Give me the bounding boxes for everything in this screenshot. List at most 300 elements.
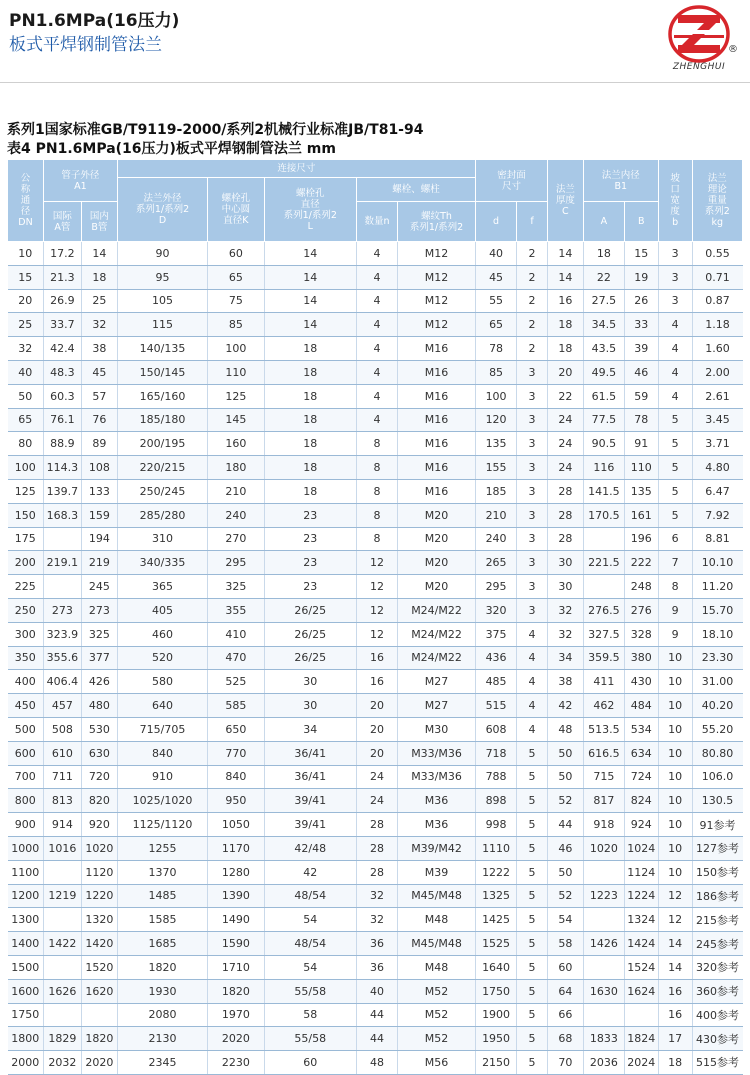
table-cell: 221.5 [583,551,624,575]
table-cell: 800 [8,789,44,813]
table-cell: 50 [547,765,583,789]
table-cell: 3 [517,575,548,599]
table-cell: 8 [356,527,397,551]
table-cell: 700 [8,765,44,789]
table-cell: 210 [208,479,264,503]
table-cell: 18 [547,337,583,361]
table-cell: 23.30 [692,646,742,670]
table-cell: 40 [8,360,44,384]
table-cell: 998 [476,813,517,837]
table-row [8,622,743,646]
table-cell: 36/41 [264,741,356,765]
table-cell: 265 [476,551,517,575]
table-cell: M52 [398,979,476,1003]
table-cell: 26/25 [264,646,356,670]
table-cell: 12 [658,884,692,908]
table-cell: 20 [356,694,397,718]
table-cell: 8 [356,456,397,480]
registered-mark: ® [728,44,738,55]
table-cell: 70 [547,1051,583,1075]
table-cell: 22 [547,384,583,408]
table-cell: M52 [398,1003,476,1027]
table-cell: 0.71 [692,265,742,289]
seal-header: 密封面 尺寸 [476,160,548,202]
table-cell: 12 [658,908,692,932]
table-cell: 48/54 [264,884,356,908]
table-cell: 1020 [81,836,117,860]
table-cell: 16 [547,289,583,313]
table-cell: 1390 [208,884,264,908]
table-cell: 49.5 [583,360,624,384]
table-cell: 525 [208,670,264,694]
table-cell: 323.9 [43,622,81,646]
table-cell: 840 [117,741,207,765]
table-cell: 52 [547,789,583,813]
table-cell: 770 [208,741,264,765]
table-cell: 65 [476,313,517,337]
table-cell: 28 [547,527,583,551]
table-row [8,884,743,908]
table-cell: 1820 [208,979,264,1003]
table-cell: 30 [264,694,356,718]
table-row [8,598,743,622]
table-cell: 90.5 [583,432,624,456]
table-cell: 4 [356,313,397,337]
table-row [8,908,743,932]
table-cell: 2150 [476,1051,517,1075]
table-cell: 4 [356,242,397,266]
table-row [8,1027,743,1051]
table-cell: 1590 [208,932,264,956]
table-cell: 59 [624,384,658,408]
table-cell: 32 [81,313,117,337]
table-cell: 42 [264,860,356,884]
table-cell: 430 [624,670,658,694]
table-cell: 210 [476,503,517,527]
table-cell: 10 [658,670,692,694]
table-cell: 12 [356,575,397,599]
table-cell: 66 [547,1003,583,1027]
table-cell: 1624 [624,979,658,1003]
table-cell: 16 [356,646,397,670]
table-cell: 44 [547,813,583,837]
table-cell: 7 [658,551,692,575]
table-cell: 42 [547,694,583,718]
table-cell: 1025/1020 [117,789,207,813]
inner-dia-header: 法兰内径 B1 [583,160,658,202]
table-row [8,860,743,884]
table-cell: M16 [398,360,476,384]
table-cell: 23 [264,551,356,575]
table-cell: 135 [624,479,658,503]
table-row [8,1003,743,1027]
table-cell: 18 [658,1051,692,1075]
table-cell: 355.6 [43,646,81,670]
table-cell: 60 [264,1051,356,1075]
table-cell: 36 [356,932,397,956]
table-cell [43,527,81,551]
table-cell: M30 [398,717,476,741]
table-cell: 950 [208,789,264,813]
table-cell: 125 [208,384,264,408]
table-cell: 910 [117,765,207,789]
table-cell: 18 [264,456,356,480]
pipe-intl-header: 国际 A管 [43,202,81,242]
table-cell: 175 [8,527,44,551]
table-cell: 1750 [476,979,517,1003]
table-cell: M16 [398,384,476,408]
table-cell: 150参考 [692,860,742,884]
table-cell: 54 [547,908,583,932]
table-cell: 520 [117,646,207,670]
table-cell: 5 [517,884,548,908]
table-cell: 10 [658,836,692,860]
table-cell: 5 [517,932,548,956]
table-cell: M33/M36 [398,741,476,765]
table-cell: 100 [8,456,44,480]
table-cell: 21.3 [43,265,81,289]
table-cell: 8 [658,575,692,599]
table-cell: 1170 [208,836,264,860]
table-cell: 55/58 [264,1027,356,1051]
table-cell: 1200 [8,884,44,908]
table-cell: 40.20 [692,694,742,718]
table-cell: M39 [398,860,476,884]
table-cell: 36 [356,955,397,979]
table-cell: 1420 [81,932,117,956]
table-heading: 表4 PN1.6MPa(16压力)板式平焊钢制管法兰 mm [7,141,336,157]
table-cell: 513.5 [583,717,624,741]
table-cell: 45 [476,265,517,289]
table-cell: 924 [624,813,658,837]
table-cell: 1824 [624,1027,658,1051]
table-header [8,160,743,242]
table-cell: M20 [398,503,476,527]
table-cell: 1685 [117,932,207,956]
table-cell: 1630 [583,979,624,1003]
table-cell: 17 [658,1027,692,1051]
table-cell: 5 [517,741,548,765]
table-cell: M56 [398,1051,476,1075]
table-cell: 285/280 [117,503,207,527]
table-cell: 320参考 [692,955,742,979]
table-cell: 3 [517,598,548,622]
table-cell: 85 [208,313,264,337]
table-cell: 76 [81,408,117,432]
table-cell: 30 [547,575,583,599]
table-cell: M48 [398,908,476,932]
table-cell: 161 [624,503,658,527]
table-cell: 5 [517,813,548,837]
table-cell: 1950 [476,1027,517,1051]
table-cell: 1222 [476,860,517,884]
table-row [8,456,743,480]
table-cell: 724 [624,765,658,789]
table-cell: 6.47 [692,479,742,503]
table-cell: M12 [398,289,476,313]
table-cell: 14 [547,265,583,289]
table-cell: 23 [264,527,356,551]
table-cell [624,1003,658,1027]
table-cell: 14 [264,242,356,266]
table-cell: 840 [208,765,264,789]
table-cell: 711 [43,765,81,789]
table-cell: 28 [356,860,397,884]
table-cell: 76.1 [43,408,81,432]
table-cell: 4 [356,408,397,432]
table-cell: M12 [398,313,476,337]
table-cell: 1219 [43,884,81,908]
table-cell: 3 [517,456,548,480]
table-cell: 1125/1120 [117,813,207,837]
table-cell: M16 [398,456,476,480]
table-cell: 3 [517,479,548,503]
table-cell: 273 [81,598,117,622]
table-cell: 500 [8,717,44,741]
table-cell: 14 [658,932,692,956]
flange-table [7,159,743,1075]
table-cell: 11.20 [692,575,742,599]
table-cell: M24/M22 [398,598,476,622]
table-cell: 2 [517,313,548,337]
table-cell: 186参考 [692,884,742,908]
table-cell: 165/160 [117,384,207,408]
table-cell: 515 [476,694,517,718]
table-cell: 110 [624,456,658,480]
table-cell: 20 [547,360,583,384]
table-cell: 18 [583,242,624,266]
table-cell: 12 [356,622,397,646]
table-cell: 350 [8,646,44,670]
table-cell: 12 [356,551,397,575]
table-cell: 28 [356,813,397,837]
table-cell: 23 [264,503,356,527]
table-row [8,479,743,503]
table-cell: 194 [81,527,117,551]
table-cell: 920 [81,813,117,837]
table-cell: 4 [517,622,548,646]
table-cell: 30 [264,670,356,694]
table-cell: M16 [398,337,476,361]
table-row [8,789,743,813]
table-cell: 3 [517,384,548,408]
table-cell: 1050 [208,813,264,837]
table-cell: 220/215 [117,456,207,480]
table-cell [81,1003,117,1027]
table-cell: 375 [476,622,517,646]
inner-a-header: A [583,202,624,242]
table-cell: 485 [476,670,517,694]
table-cell: 135 [476,432,517,456]
table-cell: 2080 [117,1003,207,1027]
table-cell: 2 [517,337,548,361]
table-cell: 57 [81,384,117,408]
table-cell: 4 [517,646,548,670]
table-cell: 250 [8,598,44,622]
table-row [8,313,743,337]
table-cell: 720 [81,765,117,789]
table-cell: 18 [547,313,583,337]
table-cell: 14 [547,242,583,266]
table-cell: 39 [624,337,658,361]
table-cell: 140/135 [117,337,207,361]
table-cell: 508 [43,717,81,741]
table-cell: 48/54 [264,932,356,956]
table-cell: 3.45 [692,408,742,432]
table-cell: 630 [81,741,117,765]
table-cell: 310 [117,527,207,551]
table-cell: 1424 [624,932,658,956]
table-cell: 718 [476,741,517,765]
table-cell: 2032 [43,1051,81,1075]
table-cell: 10 [658,646,692,670]
table-cell: 25 [8,313,44,337]
table-cell: 1320 [81,908,117,932]
table-cell: 400 [8,670,44,694]
table-cell: 788 [476,765,517,789]
table-cell: 1500 [8,955,44,979]
table-row [8,836,743,860]
table-cell: 10 [658,765,692,789]
table-cell: 3 [517,360,548,384]
table-cell: 820 [81,789,117,813]
table-cell: 457 [43,694,81,718]
table-cell [43,1003,81,1027]
table-cell: 159 [81,503,117,527]
table-cell: 276 [624,598,658,622]
bolt-count-header: 数量n [356,202,397,242]
table-cell: 16 [658,1003,692,1027]
table-cell: 634 [624,741,658,765]
table-cell [583,1003,624,1027]
table-cell: 10 [8,242,44,266]
table-cell: M16 [398,479,476,503]
table-cell [43,575,81,599]
table-cell: 1490 [208,908,264,932]
table-cell: 380 [624,646,658,670]
table-cell: 55/58 [264,979,356,1003]
table-cell: 1485 [117,884,207,908]
table-cell: 54 [264,908,356,932]
table-cell: 1370 [117,860,207,884]
table-cell: 155 [476,456,517,480]
table-cell: 325 [208,575,264,599]
table-cell: 28 [547,479,583,503]
table-cell: 15 [624,242,658,266]
table-cell: 32 [356,884,397,908]
table-cell: 245 [81,575,117,599]
table-cell: 18 [264,479,356,503]
table-cell: 3 [517,408,548,432]
table-cell: 14 [264,313,356,337]
table-cell: 8 [356,432,397,456]
table-cell: 616.5 [583,741,624,765]
table-cell: 1626 [43,979,81,1003]
table-cell: 3 [517,432,548,456]
seal-d-header: d [476,202,517,242]
table-cell: 5 [517,908,548,932]
table-row [8,1051,743,1075]
zhenghui-logo-icon [654,4,744,64]
table-cell: 24 [547,432,583,456]
table-cell: 1020 [583,836,624,860]
table-cell: 196 [624,527,658,551]
table-cell: 78 [476,337,517,361]
table-cell: 1426 [583,932,624,956]
table-cell: 185 [476,479,517,503]
table-cell: 219 [81,551,117,575]
table-cell: 58 [547,932,583,956]
table-cell: 20 [356,741,397,765]
flange-od-header: 法兰外径 系列1/系列2 D [117,178,207,242]
table-cell: 4 [356,337,397,361]
table-cell: 26 [624,289,658,313]
table-cell: 185/180 [117,408,207,432]
table-cell: 168.3 [43,503,81,527]
table-cell: 42.4 [43,337,81,361]
table-cell: 436 [476,646,517,670]
table-cell: 240 [476,527,517,551]
table-cell: 91参考 [692,813,742,837]
table-cell: 25 [81,289,117,313]
table-cell: 2 [517,289,548,313]
table-cell: 18 [264,360,356,384]
table-cell: 100 [208,337,264,361]
table-cell: 5 [658,456,692,480]
table-cell: 32 [356,908,397,932]
dn-header: 公 称 通 径 DN [8,160,44,242]
table-cell: 16 [356,670,397,694]
table-row [8,432,743,456]
table-cell: 914 [43,813,81,837]
table-cell: 1710 [208,955,264,979]
table-cell: 55 [476,289,517,313]
pipe-dom-header: 国内 B管 [81,202,117,242]
table-cell: 20 [8,289,44,313]
connection-header: 连接尺寸 [117,160,475,178]
table-cell: M20 [398,527,476,551]
table-cell: 48 [356,1051,397,1075]
table-cell: 5 [517,789,548,813]
table-cell: M16 [398,432,476,456]
table-cell: 170.5 [583,503,624,527]
table-row [8,979,743,1003]
table-row [8,503,743,527]
table-cell: 120 [476,408,517,432]
table-cell: 89 [81,432,117,456]
table-cell: 225 [8,575,44,599]
table-cell: 1224 [624,884,658,908]
table-cell: 52 [547,884,583,908]
table-cell: 2.00 [692,360,742,384]
table-cell: M45/M48 [398,932,476,956]
table-cell: 9 [658,622,692,646]
table-cell: 4 [658,313,692,337]
table-cell: 139.7 [43,479,81,503]
table-cell: 327.5 [583,622,624,646]
table-cell: 200/195 [117,432,207,456]
table-cell: 106.0 [692,765,742,789]
table-cell: M52 [398,1027,476,1051]
table-cell: 1800 [8,1027,44,1051]
table-cell: 5 [658,432,692,456]
table-cell: 23 [264,575,356,599]
table-cell: 0.55 [692,242,742,266]
table-cell: 32 [547,598,583,622]
table-cell: 1525 [476,932,517,956]
table-cell: 240 [208,503,264,527]
table-cell: 1833 [583,1027,624,1051]
